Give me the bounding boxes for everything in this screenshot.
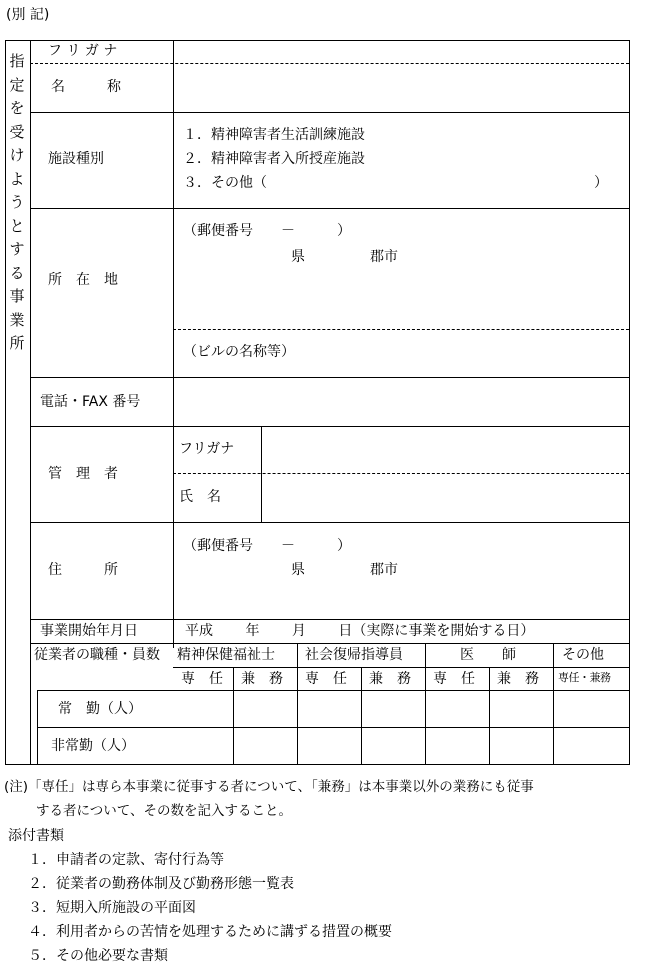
facility-option-3-close: ） — [594, 175, 608, 191]
note-line-1: (注)「専任」は専ら本事業に従事する者について、「兼務」は本事業以外の業務にも従事 — [4, 779, 534, 795]
manager-name-label: 氏 名 — [179, 489, 221, 505]
category-other: その他 — [562, 647, 604, 663]
page-heading: (別 記) — [6, 7, 50, 23]
subheader-parttime-duty: 兼 務 — [369, 671, 411, 687]
manager-label: 管 理 者 — [48, 466, 118, 482]
address-city-suffix: 郡市 — [370, 562, 398, 578]
note-line-2: する者について、その数を記入すること。 — [36, 803, 292, 819]
category-doctor: 医 師 — [460, 647, 516, 663]
attachment-item: ４．利用者からの苦情を処理するために講ずる措置の概要 — [28, 924, 392, 940]
subheader-other-both: 専任・兼務 — [558, 671, 611, 684]
location-label: 所 在 地 — [48, 272, 118, 288]
address-label: 住 所 — [48, 562, 118, 578]
subheader-fulltime: 専 任 — [181, 671, 223, 687]
staff-table-header: 従業者の職種・員数 — [34, 647, 160, 663]
building-name-label: （ビルの名称等） — [183, 344, 295, 360]
subheader-fulltime: 専 任 — [305, 671, 347, 687]
address-postal-field: （郵便番号 － ） — [183, 538, 351, 554]
attachment-item: １．申請者の定款、寄付行為等 — [28, 852, 224, 868]
address-prefecture-suffix: 県 — [291, 562, 305, 578]
facility-type-label: 施設種別 — [48, 151, 104, 167]
attachment-item: ５．その他必要な書類 — [28, 948, 168, 964]
name-label: 名 称 — [51, 79, 121, 95]
manager-furigana-label: フリガナ — [179, 441, 235, 457]
row-label-fulltime-staff: 常 勤（人） — [58, 701, 142, 717]
side-label-vertical: 指 定 を 受 け よ う と す る 事 業 所 — [9, 52, 25, 352]
facility-option-1: １．精神障害者生活訓練施設 — [183, 127, 365, 143]
facility-option-2: ２．精神障害者入所授産施設 — [183, 151, 365, 167]
subheader-parttime-duty: 兼 務 — [241, 671, 283, 687]
category-rehab-instructor: 社会復帰指導員 — [305, 647, 403, 663]
furigana-label: フ リ ガ ナ — [48, 43, 118, 59]
phone-fax-label: 電話・FAX 番号 — [40, 394, 141, 410]
prefecture-suffix: 県 — [291, 249, 305, 265]
city-suffix: 郡市 — [370, 249, 398, 265]
postal-code-field: （郵便番号 － ） — [183, 223, 351, 239]
start-date-value: 平成 年 月 日（実際に事業を開始する日） — [185, 623, 535, 639]
attachment-item: ２．従業者の勤務体制及び勤務形態一覧表 — [28, 876, 294, 892]
attachments-title: 添付書類 — [8, 828, 64, 844]
facility-option-3: ３．その他（ — [183, 175, 267, 191]
subheader-parttime-duty: 兼 務 — [497, 671, 539, 687]
category-psw: 精神保健福祉士 — [177, 647, 275, 663]
start-date-label: 事業開始年月日 — [40, 623, 138, 639]
row-label-parttime-staff: 非常勤（人） — [51, 738, 135, 754]
attachment-item: ３．短期入所施設の平面図 — [28, 900, 196, 916]
subheader-fulltime: 専 任 — [433, 671, 475, 687]
